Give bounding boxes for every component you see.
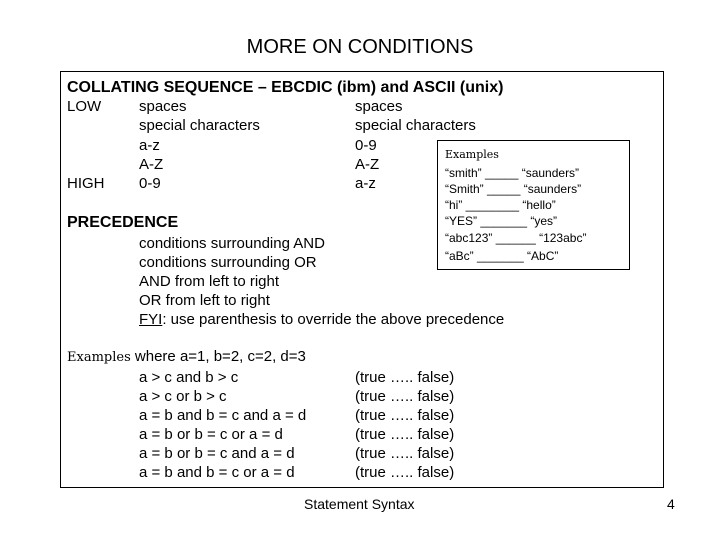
footer-text: Statement Syntax [304,496,415,512]
precedence-line: conditions surrounding AND [139,235,325,252]
example-answer: (true ….. false) [355,445,455,462]
example-answer: (true ….. false) [355,407,455,424]
example-condition: a > c or b > c [139,388,227,405]
fyi-line [139,311,504,328]
ascii-item: spaces [355,98,403,115]
page-number: 4 [667,496,675,512]
precedence-line: AND from left to right [139,273,280,290]
examples-intro [67,348,306,366]
example-answer: (true ….. false) [355,426,455,443]
ascii-item: special characters [355,117,476,134]
example-answer: (true ….. false) [355,464,455,481]
examples-box-line: “Smith” _____ “saunders” [445,182,582,196]
example-answer: (true ….. false) [355,369,455,386]
ascii-item: 0-9 [355,137,377,154]
precedence-line: conditions surrounding OR [139,254,317,271]
example-answer: (true ….. false) [355,388,455,405]
precedence-heading: PRECEDENCE [67,214,179,231]
low-label: LOW [67,98,102,115]
examples-box-line: “aBc” _______ “AbC” [445,249,559,263]
slide-title: MORE ON CONDITIONS [246,36,474,58]
fyi-text: : use parenthesis to override the above precedence [162,311,505,328]
ebcdic-item: a-z [139,137,160,154]
ebcdic-item: A-Z [139,156,164,173]
example-condition: a = b or b = c and a = d [139,445,295,462]
example-condition: a = b or b = c or a = d [139,426,283,443]
example-condition: a > c and b > c [139,369,239,386]
examples-box-heading: Examples [445,148,499,161]
examples-where: where a=1, b=2, c=2, d=3 [130,348,306,365]
ascii-item: A-Z [355,156,380,173]
precedence-line: OR from left to right [139,292,270,309]
examples-label: Examples [67,350,131,365]
collating-heading: COLLATING SEQUENCE – EBCDIC (ibm) and ASCII (unix) [67,79,504,96]
examples-box-line: “abc123” ______ “123abc” [445,231,587,245]
fyi-label: FYI [139,311,163,328]
examples-box-line: “hi” ________ “hello” [445,198,556,212]
examples-box-line: “YES” _______ “yes” [445,214,558,228]
high-label: HIGH [67,175,105,192]
example-condition: a = b and b = c and a = d [139,407,307,424]
ebcdic-item: 0-9 [139,175,161,192]
ebcdic-item: spaces [139,98,187,115]
ascii-item: a-z [355,175,376,192]
ebcdic-item: special characters [139,117,260,134]
example-condition: a = b and b = c or a = d [139,464,295,481]
examples-box-line: “smith” _____ “saunders” [445,166,580,180]
